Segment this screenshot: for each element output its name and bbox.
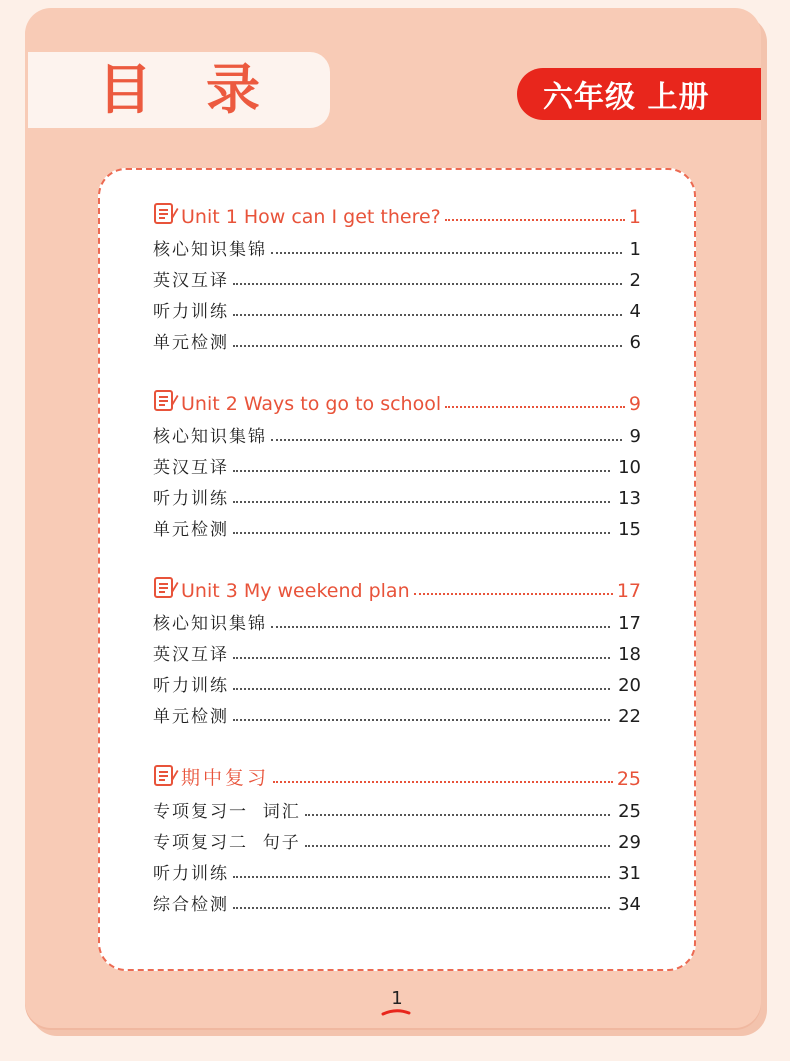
book-pencil-icon [153,387,179,413]
toc-item-page: 17 [618,613,641,634]
page-title-char-2: 录 [206,58,260,121]
toc-item-page: 18 [618,644,641,665]
page-title-char-1: 目 [98,58,152,121]
toc-item-label: 听力训练 [153,489,229,509]
toc-item-page: 25 [618,801,641,822]
book-pencil-icon [153,762,179,788]
toc-item[interactable] [153,822,641,853]
toc-item-label: 核心知识集锦 [153,427,267,447]
toc-item[interactable] [153,509,641,540]
leader-dots [271,626,610,628]
leader-dots [233,314,622,316]
book-pencil-icon [153,574,179,600]
toc-item-page: 4 [629,301,641,322]
toc-item-page: 31 [618,863,641,884]
leader-dots [445,219,625,221]
page-number: 1 [391,988,403,1009]
leader-dots [233,907,610,909]
leader-dots [233,719,610,721]
toc-item[interactable] [153,229,641,260]
leader-dots [305,814,610,816]
toc-item[interactable] [153,260,641,291]
toc-item-label: 核心知识集锦 [153,614,267,634]
leader-dots [271,252,622,254]
toc-heading-label: Unit 3 My weekend plan [181,580,410,602]
toc-item-page: 6 [629,332,641,353]
toc-heading-page: 1 [628,206,641,228]
leader-dots [233,501,610,503]
leader-dots [233,657,610,659]
toc-section-unit-3 [153,569,641,727]
toc-heading-page: 25 [616,768,641,790]
leader-dots [271,439,622,441]
leader-dots [233,345,622,347]
toc-item-label: 英汉互译 [153,271,229,291]
toc-item-label: 听力训练 [153,676,229,696]
leader-dots [414,593,613,595]
toc-item-page: 2 [629,270,641,291]
toc-item-label: 专项复习二 句子 [153,833,301,853]
toc-item[interactable] [153,416,641,447]
toc-heading-page: 9 [628,393,641,415]
leader-dots [273,781,613,783]
toc-item[interactable] [153,665,641,696]
toc-item[interactable] [153,884,641,915]
leader-dots [233,532,610,534]
toc-item-page: 29 [618,832,641,853]
book-pencil-icon [153,200,179,226]
toc-item[interactable] [153,447,641,478]
leader-dots [233,876,610,878]
toc-heading-label: Unit 1 How can I get there? [181,206,441,228]
toc-item-label: 听力训练 [153,302,229,322]
toc-heading-label: 期中复习 [181,767,270,789]
toc-item[interactable] [153,291,641,322]
toc-item-page: 22 [618,706,641,727]
toc-heading-page: 17 [616,580,641,602]
toc-item-label: 听力训练 [153,864,229,884]
page-number-swoosh [381,1008,411,1016]
toc-section-unit-1 [153,195,641,353]
toc-item[interactable] [153,791,641,822]
toc-heading[interactable] [153,195,641,228]
grade-badge: 六年级 上册 [517,68,761,120]
toc-item[interactable] [153,696,641,727]
toc-item-label: 专项复习一 词汇 [153,802,301,822]
toc-item-label: 英汉互译 [153,645,229,665]
toc-section-midterm-review [153,757,641,915]
toc-item[interactable] [153,603,641,634]
toc-item-page: 15 [618,519,641,540]
toc-section-unit-2 [153,382,641,540]
toc-heading[interactable] [153,757,641,790]
toc-item-page: 1 [629,239,641,260]
toc-item-page: 10 [618,457,641,478]
toc-item[interactable] [153,478,641,509]
leader-dots [305,845,610,847]
title-tab [28,52,330,128]
toc-item-page: 9 [629,426,641,447]
toc-item[interactable] [153,853,641,884]
toc-heading[interactable] [153,569,641,602]
toc-item-page: 13 [618,488,641,509]
toc-heading-label: Unit 2 Ways to go to school [181,393,442,415]
toc-item-label: 单元检测 [153,333,229,353]
leader-dots [233,470,610,472]
toc-item-page: 34 [618,894,641,915]
toc-heading[interactable] [153,382,641,415]
leader-dots [233,283,622,285]
toc-item-page: 20 [618,675,641,696]
toc-item[interactable] [153,634,641,665]
toc-item-label: 综合检测 [153,895,229,915]
toc-item-label: 英汉互译 [153,458,229,478]
toc-item[interactable] [153,322,641,353]
toc-item-label: 核心知识集锦 [153,240,267,260]
leader-dots [233,688,610,690]
toc-item-label: 单元检测 [153,707,229,727]
leader-dots [445,406,625,408]
toc-item-label: 单元检测 [153,520,229,540]
